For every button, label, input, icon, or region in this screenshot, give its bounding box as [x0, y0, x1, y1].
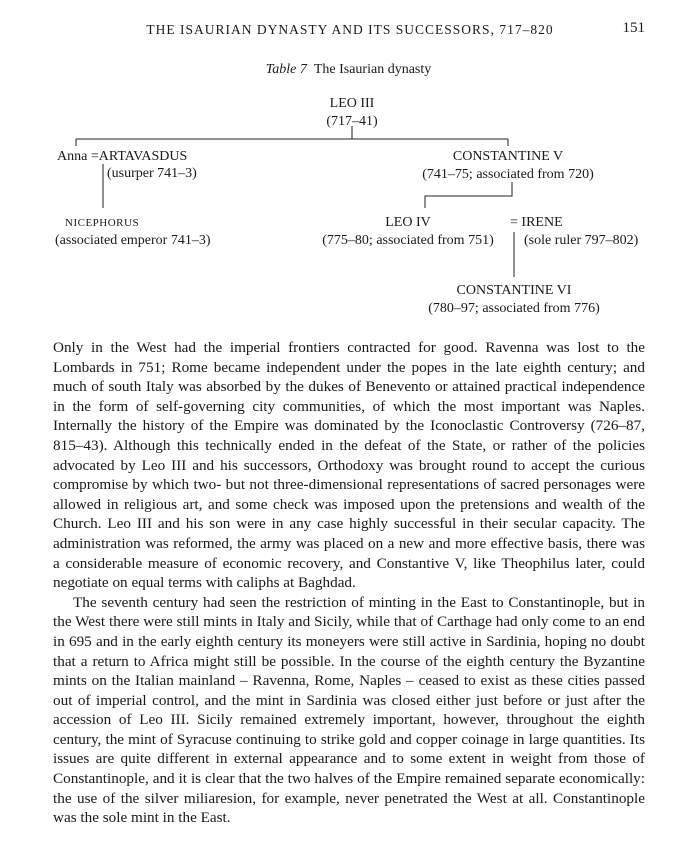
constantine6-node [400, 282, 628, 318]
irene-name: IRENE [521, 215, 563, 230]
constantine5-node [390, 148, 626, 184]
leo4-dates: (775–80; associated from 751) [322, 233, 494, 248]
marriage-sign: = [510, 215, 518, 230]
marriage-sign: = [90, 149, 99, 164]
paragraph: Only in the West had the imperial frontiers contracted for good. Ravenna was lost to the Lombards in 751; Rome became independent under the popes in the late eighth century; and much of south Italy was absorbed by the dukes of Benevento or attained practical independence in the form of self-governing city communities, of which the most important was Naples. Internally the history of the Empire was dominated by the Iconoclastic Controversy (726–87, 815–43). Although this technically ended in the defeat of the State, or rather of the policies advocated by Leo III and his successors, Orthodoxy was brought round to accept the curious compromise by which two- but not three-dimensional representations of sacred personages were allowed in religious art, and some check was imposed upon the pretensions and wealth of the Church. Leo III and his son were in any case highly successful in their secular capacity. The administration was reformed, the army was placed on a new and more effective basis, there was a considerable measure of economic recovery, and Constantive V, like Theophilus later, could negotiate on equal terms with caliphs at Baghdad. [53, 339, 645, 592]
irene-name-line [510, 214, 563, 232]
irene-note: (sole ruler 797–802) [524, 233, 639, 248]
page-number: 151 [622, 20, 645, 36]
constantine5-dates: (741–75; associated from 720) [422, 167, 594, 182]
table-label: Table 7 [265, 62, 307, 77]
constantine6-dates: (780–97; associated from 776) [428, 301, 600, 316]
leo3-dates: (717–41) [326, 114, 378, 129]
leo4-node [313, 214, 503, 250]
constantine5-name: CONSTANTINE V [452, 149, 564, 164]
leo4-name: LEO IV [385, 215, 431, 230]
constantine6-name: CONSTANTINE VI [456, 283, 572, 298]
nicephorus-name: NICEPHORUS [65, 217, 140, 229]
anna-artavasdus-node [57, 148, 187, 166]
nicephorus-note: (associated emperor 741–3) [55, 233, 211, 248]
table-title: The Isaurian dynasty [313, 62, 432, 77]
constantine5-to-leo4-line [425, 182, 512, 208]
paragraph: The seventh century had seen the restriction of minting in the East to Constantinople, but in the West there were still mints in Italy and Sicily, while that of Carthage had only come to an end in 695 and in the early eighth century its moneyers were still active in Sardinia, hoping no doubt that a return to Africa might still be possible. In the course of the eighth century the Byzantine mints on the Italian mainland – Ravenna, Rome, Naples – ceased to exist as these cities passed out of imperial control, and the mint in Sardinia was closed either just before or just after the accession of Leo III. Sicily remained extremely important, however, throughout the eighth century, the mint of Syracuse continuing to strike gold and copper coinage in large quantities. Its issues are quite different in external appearance and to some extent in weight from those of Constantinople, and it is clear that the two halves of the Empire remained separate economically: the use of the silver miliaresion, for example, never penetrated the West at all. Constantinople was the sole mint in the East. [53, 593, 645, 827]
artavasdus-note: (usurper 741–3) [107, 166, 197, 181]
anna-name: Anna [57, 149, 88, 164]
leo3-node [290, 95, 414, 131]
artavasdus-name: ARTAVASDUS [98, 149, 188, 164]
nicephorus-node [65, 214, 139, 232]
body-text [53, 338, 645, 828]
leo3-name: LEO III [329, 96, 375, 111]
running-head-title: THE ISAURIAN DYNASTY AND ITS SUCCESSORS, 717–820 [146, 22, 554, 37]
